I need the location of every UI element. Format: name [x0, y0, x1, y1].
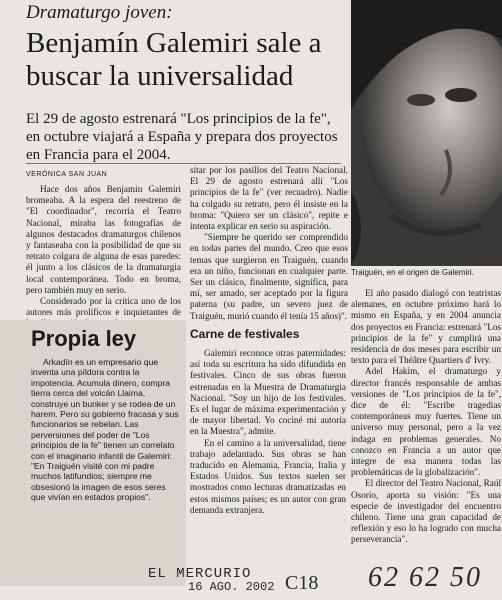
paragraph: El director del Teatro Nacional, Raúl Osorio, aporta su visión: "Es una especie de investigador del encuentro chileno. Tiene una gran capacidad de reflexión y eso lo ha logrado con mucha perseverancia".	[351, 478, 501, 545]
paragraph: Hace dos años Benjamín Galemiri bromeaba. A la espera del reestreno de "El coordinador", recorría el Teatro Nacional, miraba las fotografías de algunos destacados dramaturgos chilenos y fantaseaba con la posibilidad de que su retrato colgara de alguna de esas paredes: él junto a los clásicos de la dramaturgia local contemporánea. Todo en broma, pero también muy en serio.	[26, 184, 181, 295]
kicker: Dramaturgo joven:	[26, 2, 173, 23]
divider	[26, 163, 341, 164]
paragraph: "Siempre he querido ser comprendido en todas partes del mundo. Creo que esos temas que surgieron en Traiguén, cuando era un niño, funcionan en cualquier parte. Ser un clásico, finalmente, significa, para mí, ser amado, ser aceptado por la figura paterna (su padre, un severo juez de Traiguén, murió cuando él tenía 15 años)".	[190, 232, 348, 321]
page-mark: C18	[285, 572, 319, 594]
headline: Benjamín Galemiri sale a buscar la universalidad	[26, 27, 322, 92]
article-column-1	[26, 184, 181, 330]
archive-number: 62 62 50	[368, 562, 482, 593]
newspaper-stamp: EL MERCURIO	[148, 566, 252, 582]
paragraph: Galemiri reconoce otras paternidades: así toda su escritura ha sido difundida en festivales. Cinco de sus obras fueron estrenadas en la Muestra de Dramaturgia Nacional. "Soy un hijo de los festivales. Es el lugar de máxima experimentación y de mayor libertad. Yo cociné mi autoría en la Muestra", admite.	[190, 348, 346, 437]
date-stamp: 16 AGO. 2002	[188, 580, 275, 594]
photo-caption: Traiguén, en el origen de Galemiri.	[351, 268, 474, 277]
paragraph: sitar por los pasillos del Teatro Nacional. El 29 de agosto estrenará allí "Los principios de la fe" (ver recuadro). Nadie ha colgado su retrato, pero él insiste en la broma: "Quiero ser un clásico", repite e intenta explicar en serio su aspiración.	[190, 165, 348, 232]
deck: El 29 de agosto estrenará "Los principios de la fe", en octubre viajará a España y prepara dos proyectos en Francia para el 2004.	[26, 111, 338, 163]
sidebar-title: Propia ley	[31, 326, 137, 351]
paragraph: En el camino a la universalidad, tiene trabajo adelantado. Sus obras se han traducido en Alemania, Francia, Italia y Estados Unidos. Sus textos suelen ser mostrados como lecturas dramatizadas en estos mismos países; es un autor con gran demanda extranjera.	[190, 437, 346, 515]
article-column-2	[190, 165, 348, 322]
article-column-3	[351, 288, 501, 546]
paragraph: Adel Hakim, el dramaturgo y director francés responsable de ambas versiones de "Los principios de la fe", dice de él: "Escribe tragedias contemporáneas muy fuertes. Tiene un universo muy personal, pero a la vez indaga en problemas generales. No conozco en Francia a un autor que integre de esa manera todas las problemáticas de la globalización".	[351, 366, 501, 478]
paragraph: El año pasado dialogó con teatristas alemanes, en octubre próximo hará lo mismo en España, y en 2004 anuncia dos proyectos en Francia: estrenará "Los principios de la fe" y cumplirá una residencia de dos meses para escribir un texto para el Théâtre Quartiers d' Ivry.	[351, 288, 501, 366]
paragraph: Considerado por la crítica uno de los autores más prolíficos e inquietantes de	[26, 296, 181, 318]
article-column-4	[190, 348, 346, 516]
byline: VERÓNICA SAN JUAN	[26, 171, 108, 178]
paragraph: Arkadín es un empresario que inventa una píldora contra la impotencia. Acumula dinero, compra tierra cerca del volcán Llaima, construye un bunker y se rodea de un harem. Pero su gobierno fracasa y sus funcionarios se rebelan. Las perversiones del poder de "Los principios de la fe" tienen un correlato con el imaginario infantil de Galemiri: "En Traiguén visité con mi padre muchos latifundios; siempre me obsesionó la imagen de esos seres que vivían en estados propios".	[31, 357, 179, 503]
sidebar-text	[31, 357, 181, 503]
subhead: Carne de festivales	[190, 327, 300, 341]
portrait-photo	[351, 0, 502, 266]
